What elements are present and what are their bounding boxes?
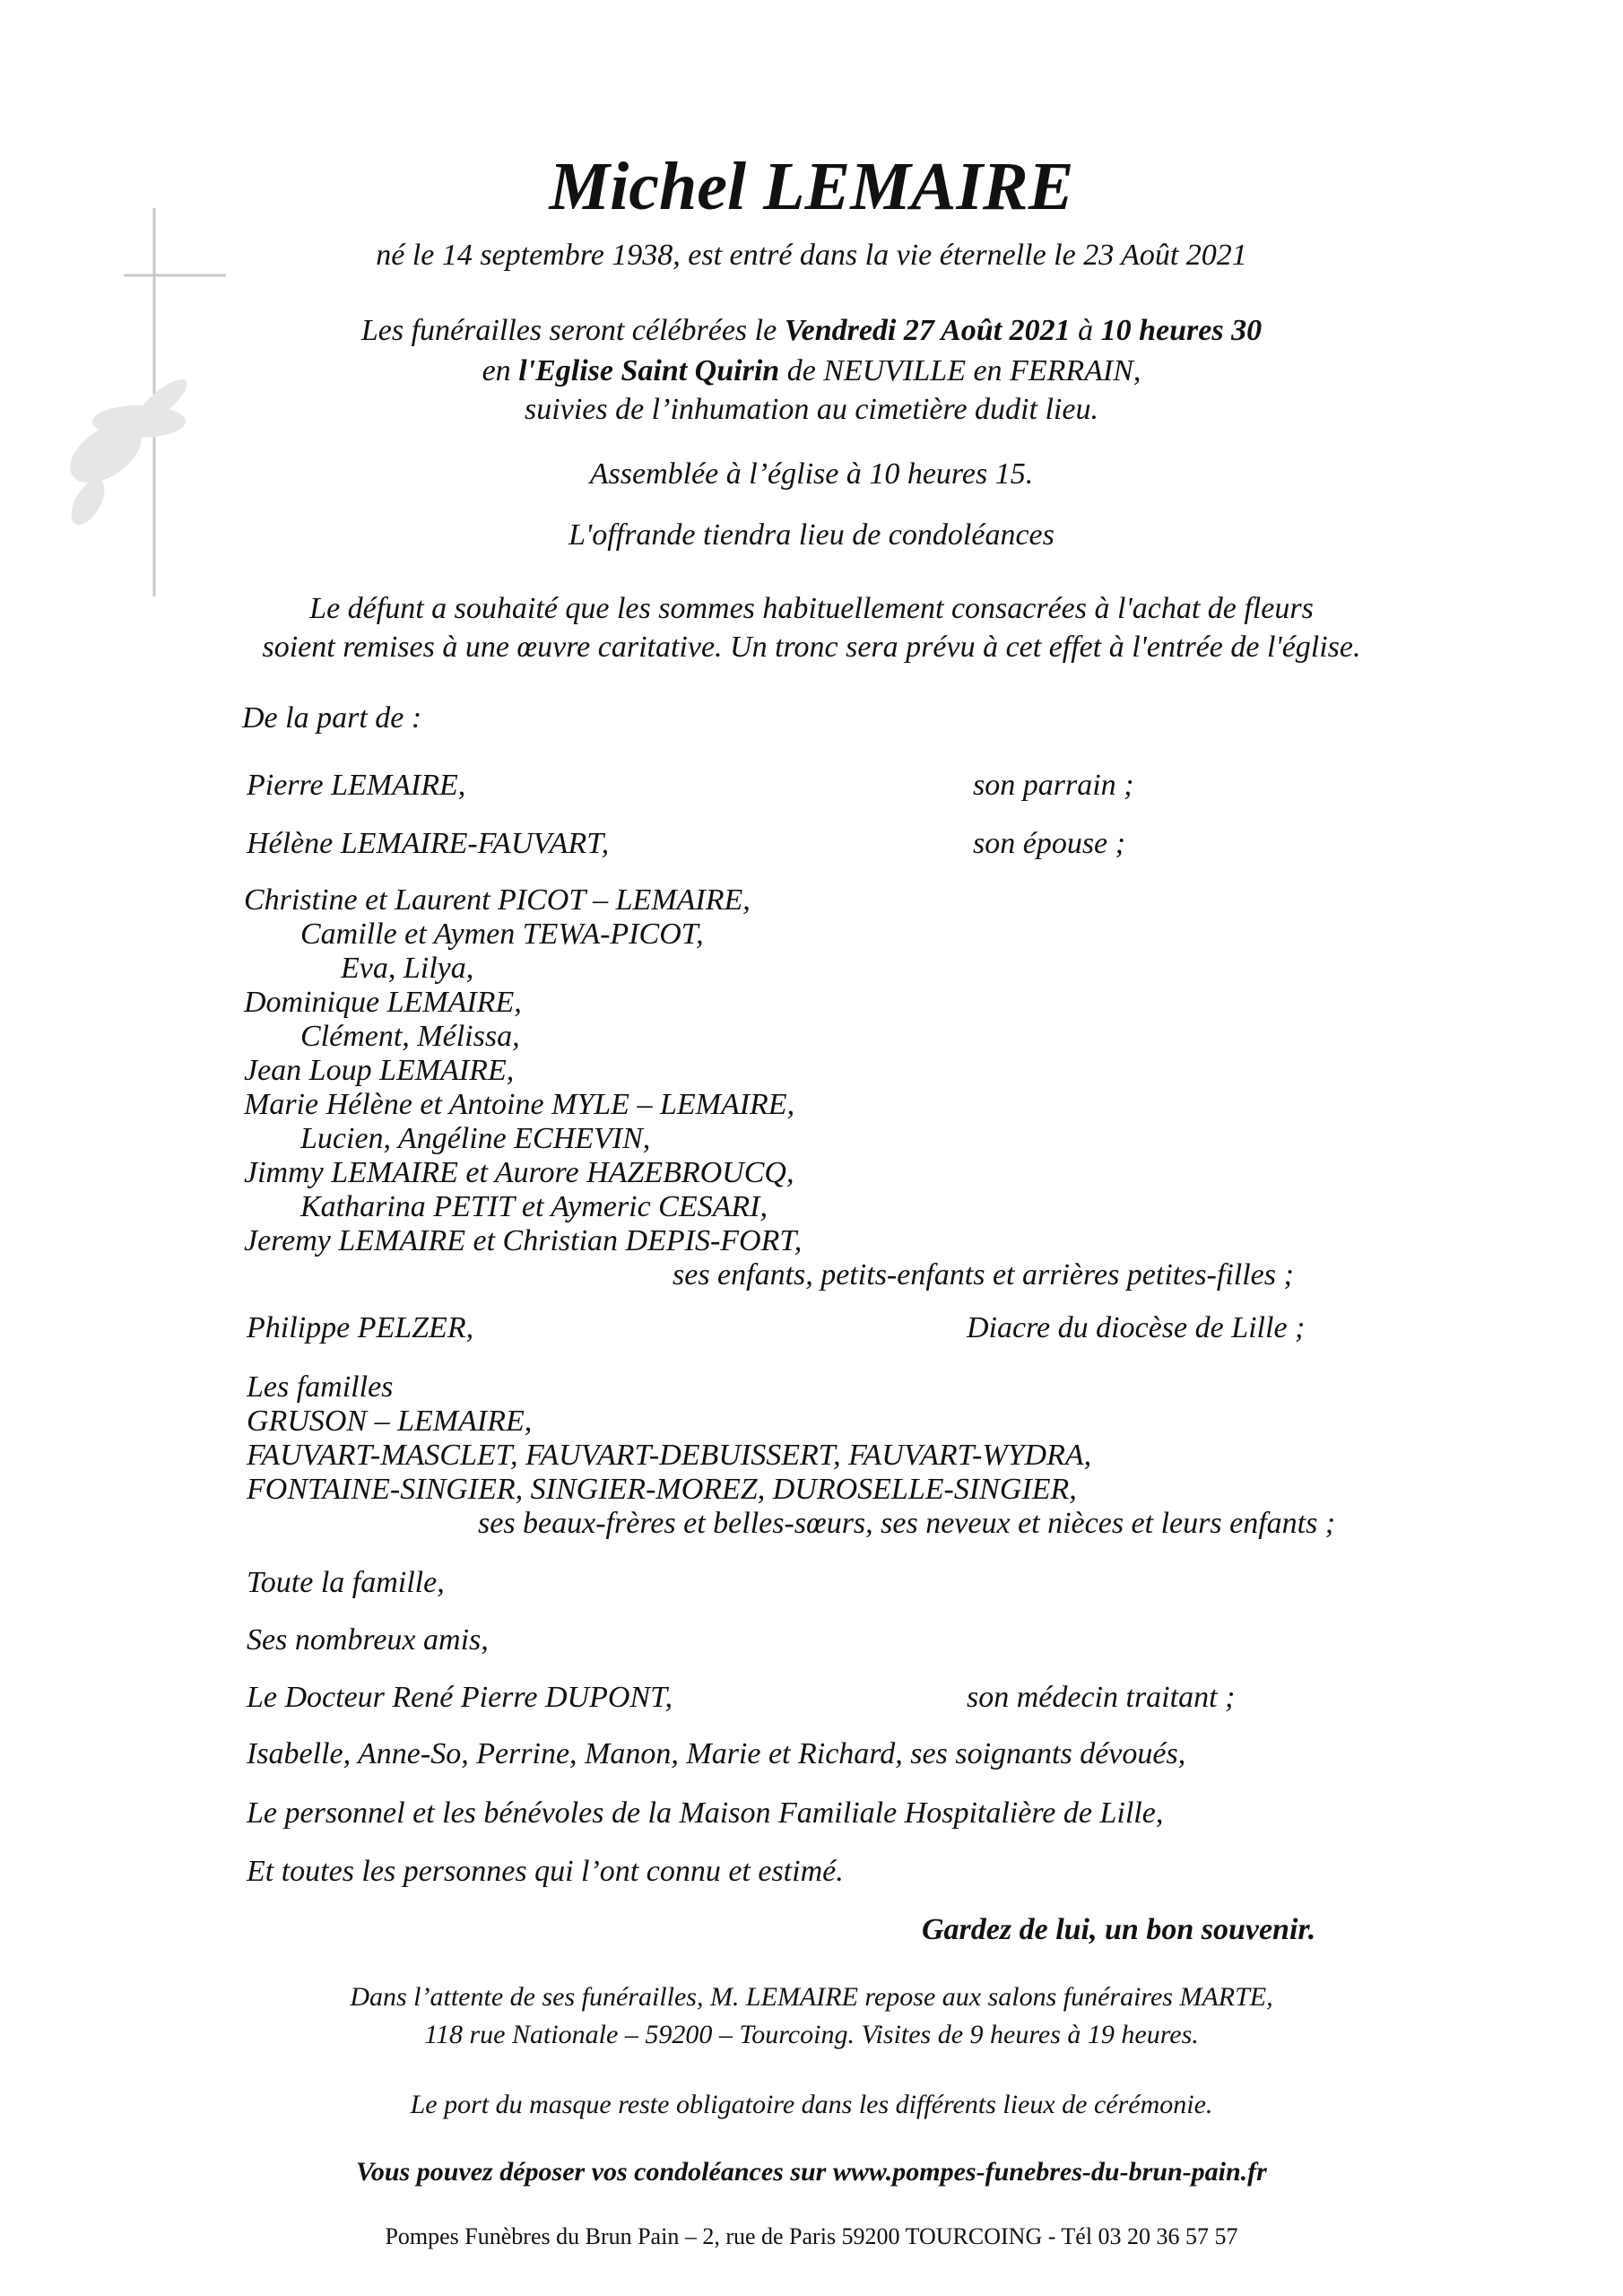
family-member: Clément, Mélissa, xyxy=(300,1020,520,1053)
deacon-role: Diacre du diocèse de Lille ; xyxy=(967,1311,1306,1344)
staff: Le personnel et les bénévoles de la Maison Familiale Hospitalière de Lille, xyxy=(247,1796,1164,1830)
family-member: Eva, Lilya, xyxy=(341,952,474,985)
assembly-time: Assemblée à l’église à 10 heures 15. xyxy=(589,457,1034,491)
friends: Ses nombreux amis, xyxy=(247,1623,489,1657)
family-member: Marie Hélène et Antoine MYLE – LEMAIRE, xyxy=(244,1088,795,1121)
rest-line-1: Dans l’attente de ses funérailles, M. LEMAIRE repose aux salons funéraires MARTE, xyxy=(350,1982,1273,2012)
families-line: GRUSON – LEMAIRE, xyxy=(247,1405,533,1438)
family-member: Jean Loup LEMAIRE, xyxy=(244,1054,515,1087)
families-line: FONTAINE-SINGIER, SINGIER-MOREZ, DUROSELLE-SINGIER, xyxy=(247,1473,1077,1506)
deacon-name: Philippe PELZER, xyxy=(247,1311,474,1344)
deceased-name: Michel LEMAIRE xyxy=(549,149,1074,224)
children-role: ses enfants, petits-enfants et arrières petites-filles ; xyxy=(673,1258,1294,1292)
donation-line-1: Le défunt a souhaité que les sommes habituellement consacrées à l'achat de fleurs xyxy=(309,592,1314,625)
rest-line-2: 118 rue Nationale – 59200 – Tourcoing. Visites de 9 heures à 19 heures. xyxy=(424,2020,1199,2049)
doctor-name: Le Docteur René Pierre DUPONT, xyxy=(247,1681,673,1714)
funeral-line-3: suivies de l’inhumation au cimetière dudit lieu. xyxy=(525,393,1098,426)
families-line: Les familles xyxy=(247,1370,394,1404)
footer-contact: Pompes Funèbres du Brun Pain – 2, rue de Paris 59200 TOURCOING - Tél 03 20 36 57 57 xyxy=(385,2223,1238,2249)
family-member: Jeremy LEMAIRE et Christian DEPIS-FORT, xyxy=(244,1224,803,1257)
families-role: ses beaux-frères et belles-sœurs, ses neveux et nièces et leurs enfants ; xyxy=(478,1507,1336,1540)
families-line: FAUVART-MASCLET, FAUVART-DEBUISSERT, FAUVART-WYDRA, xyxy=(247,1439,1092,1472)
life-dates: né le 14 septembre 1938, est entré dans la vie éternelle le 23 Août 2021 xyxy=(376,239,1247,272)
family-member: Jimmy LEMAIRE et Aurore HAZEBROUCQ, xyxy=(244,1156,794,1189)
family-member: Camille et Aymen TEWA-PICOT, xyxy=(300,918,704,951)
from-intro: De la part de : xyxy=(242,701,422,735)
doctor-role: son médecin traitant ; xyxy=(967,1681,1236,1714)
wife-name: Hélène LEMAIRE-FAUVART, xyxy=(247,827,610,860)
caregivers: Isabelle, Anne-So, Perrine, Manon, Marie et Richard, ses soignants dévoués, xyxy=(247,1737,1186,1770)
memory-line: Gardez de lui, un bon souvenir. xyxy=(922,1913,1316,1946)
godfather-name: Pierre LEMAIRE, xyxy=(247,769,466,802)
family-member: Dominique LEMAIRE, xyxy=(244,986,522,1019)
family-member: Lucien, Angéline ECHEVIN, xyxy=(300,1122,651,1155)
condolences-note: Vous pouvez déposer vos condoléances sur www.pompes-funebres-du-brun-pain.fr xyxy=(356,2157,1267,2187)
offering-note: L'offrande tiendra lieu de condoléances xyxy=(568,518,1055,552)
wife-role: son épouse ; xyxy=(973,827,1125,860)
family-member: Christine et Laurent PICOT – LEMAIRE, xyxy=(244,883,751,917)
donation-line-2: soient remises à une œuvre caritative. Un tronc sera prévu à cet effet à l'entrée de l'église. xyxy=(262,631,1361,664)
mask-note: Le port du masque reste obligatoire dans les différents lieux de cérémonie. xyxy=(410,2090,1213,2119)
funeral-line-1: Les funérailles seront célébrées le Vendredi 27 Août 2021 à 10 heures 30 xyxy=(360,314,1263,347)
everyone: Et toutes les personnes qui l’ont connu et estimé. xyxy=(247,1855,844,1888)
godfather-role: son parrain ; xyxy=(973,769,1134,802)
all-family: Toute la famille, xyxy=(247,1566,445,1599)
family-member: Katharina PETIT et Aymeric CESARI, xyxy=(300,1190,768,1223)
funeral-line-2: en l'Eglise Saint Quirin de NEUVILLE en FERRAIN, xyxy=(482,354,1141,387)
